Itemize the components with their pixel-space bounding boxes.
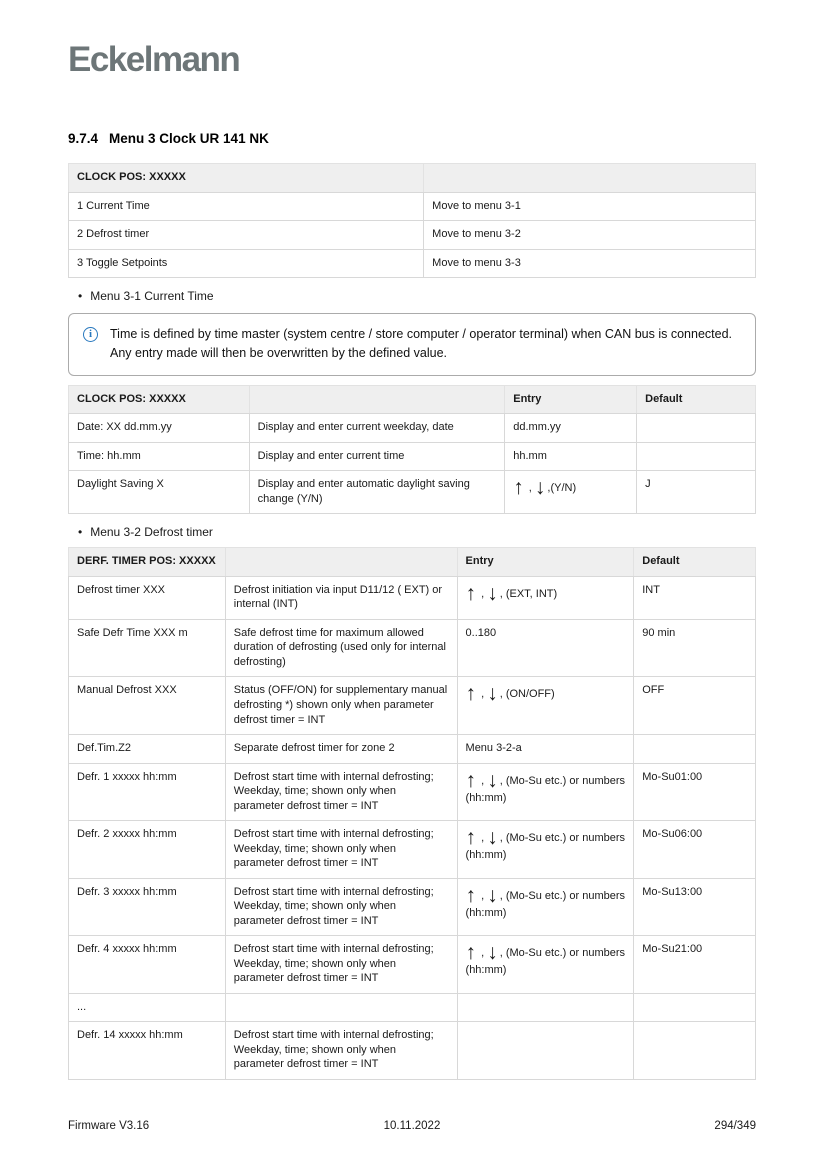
table-row [69,936,756,994]
down-arrow-icon: ↓ [487,826,500,850]
bullet-menu-3-1 [68,289,756,303]
section-title: Menu 3 Clock UR 141 NK [109,131,269,146]
table-cell [505,471,637,514]
table-cell: Move to menu 3-1 [424,192,756,221]
arrow-separator: , [478,889,488,902]
table-cell [457,1022,634,1080]
table-cell: 1 Current Time [69,192,424,221]
footer-date: 10.11.2022 [383,1120,441,1132]
bullet-icon: • [78,289,83,304]
table-row [69,471,756,514]
menu31-table [68,385,756,515]
table-cell: 3 Toggle Setpoints [69,249,424,278]
table-cell: Daylight Saving X [69,471,250,514]
down-arrow-icon: ↓ [487,768,500,792]
table-cell: Mo-Su06:00 [634,821,756,879]
table-cell: 0..180 [457,619,634,677]
table-cell: Defrost initiation via input D11/12 ( EXT) or internal (INT) [225,576,457,619]
arrow-separator: , [478,587,488,600]
arrow-separator: , [478,774,488,787]
column-header: CLOCK POS: XXXXX [69,164,424,193]
column-header: Default [634,548,756,577]
table-cell [457,821,634,879]
table-row [69,221,756,250]
table-cell: Safe Defr Time XXX m [69,619,226,677]
table-cell: 2 Defrost timer [69,221,424,250]
up-arrow-icon: ↑ [465,941,479,965]
up-arrow-icon: ↑ [513,476,526,500]
down-arrow-icon: ↓ [487,883,500,907]
table-cell: Defr. 14 xxxxx hh:mm [69,1022,226,1080]
entry-options-label: , (Mo-Su etc.) or numbers (hh:mm) [465,832,626,862]
eckelmann-logo: Eckelmann [68,40,240,79]
column-header: CLOCK POS: XXXXX [69,385,250,414]
table-cell [457,763,634,821]
page-footer [68,1120,756,1132]
table-cell: Date: XX dd.mm.yy [69,414,250,443]
bullet-menu-3-2 [68,525,756,539]
table-cell: Defr. 1 xxxxx hh:mm [69,763,226,821]
column-header [424,164,756,193]
table-cell: Display and enter automatic daylight saving change (Y/N) [249,471,505,514]
table-cell: Time: hh.mm [69,442,250,471]
table-cell [637,442,756,471]
table-row [69,878,756,936]
table-cell: Defrost timer XXX [69,576,226,619]
down-arrow-icon: ↓ [534,476,548,500]
table-cell: Move to menu 3-3 [424,249,756,278]
table-cell: Defrost start time with internal defrosting; Weekday, time; shown only when parameter defrost timer = INT [225,878,457,936]
table-row [69,619,756,677]
table-row [69,576,756,619]
table-cell: Mo-Su01:00 [634,763,756,821]
table-cell: Display and enter current time [249,442,505,471]
column-header [225,548,457,577]
table-cell: Menu 3-2-a [457,735,634,764]
table-cell: Defrost start time with internal defrosting; Weekday, time; shown only when parameter defrost timer = INT [225,1022,457,1080]
down-arrow-icon: ↓ [487,581,500,605]
info-text: Time is defined by time master (system centre / store computer / operator terminal) when CAN bus is connected. Any entry made will then be overwritten by the defined value. [110,327,733,361]
table-cell [457,878,634,936]
column-header: Entry [505,385,637,414]
table-row [69,993,756,1022]
table-cell: Defr. 2 xxxxx hh:mm [69,821,226,879]
entry-options-label: , (ON/OFF) [499,688,555,701]
table-cell: Mo-Su13:00 [634,878,756,936]
table-cell: Def.Tim.Z2 [69,735,226,764]
table-cell: Defrost start time with internal defrosting; Weekday, time; shown only when parameter defrost timer = INT [225,821,457,879]
down-arrow-icon: ↓ [487,941,500,965]
bullet-icon: • [78,525,83,540]
table-header-row [69,385,756,414]
menu3-table [68,163,756,278]
table-cell: hh.mm [505,442,637,471]
info-icon: i [83,327,98,342]
info-note [68,313,756,376]
table-cell: dd.mm.yy [505,414,637,443]
table-cell [634,1022,756,1080]
column-header: Entry [457,548,634,577]
table-cell: Display and enter current weekday, date [249,414,505,443]
entry-options-label: , (Mo-Su etc.) or numbers (hh:mm) [465,774,626,804]
arrow-separator: , [525,482,535,495]
table-cell [457,993,634,1022]
table-row [69,735,756,764]
menu32-table [68,547,756,1079]
table-row [69,821,756,879]
section-heading [68,131,756,146]
table-row [69,192,756,221]
table-cell: Move to menu 3-2 [424,221,756,250]
entry-options-label: , (EXT, INT) [499,587,558,600]
entry-options-label: ,(Y/N) [547,482,577,495]
table-cell: Defr. 4 xxxxx hh:mm [69,936,226,994]
table-cell [634,735,756,764]
table-cell [457,936,634,994]
table-row [69,414,756,443]
table-row [69,677,756,735]
column-header [249,385,505,414]
entry-options-label: , (Mo-Su etc.) or numbers (hh:mm) [465,947,626,977]
table-cell: Separate defrost timer for zone 2 [225,735,457,764]
bullet-label: Menu 3-1 Current Time [90,289,214,304]
bullet-label: Menu 3-2 Defrost timer [90,525,213,540]
table-row [69,763,756,821]
table-cell [225,993,457,1022]
table-cell [637,414,756,443]
arrow-separator: , [478,688,488,701]
table-cell: ... [69,993,226,1022]
table-cell: Status (OFF/ON) for supplementary manual defrosting *) shown only when parameter defrost timer = INT [225,677,457,735]
arrow-separator: , [478,947,488,960]
column-header: Default [637,385,756,414]
up-arrow-icon: ↑ [465,768,479,792]
table-cell: 90 min [634,619,756,677]
section-number: 9.7.4 [68,131,99,146]
up-arrow-icon: ↑ [465,581,479,605]
table-cell: Safe defrost time for maximum allowed duration of defrosting (used only for internal defrosting) [225,619,457,677]
table-cell: Defr. 3 xxxxx hh:mm [69,878,226,936]
document-page [68,0,756,1169]
down-arrow-icon: ↓ [487,682,500,706]
table-cell: Defrost start time with internal defrosting; Weekday, time; shown only when parameter defrost timer = INT [225,936,457,994]
table-cell: Defrost start time with internal defrosting; Weekday, time; shown only when parameter defrost timer = INT [225,763,457,821]
footer-page-number: 294/349 [714,1120,756,1132]
table-cell: J [637,471,756,514]
table-cell: Manual Defrost XXX [69,677,226,735]
table-cell: OFF [634,677,756,735]
table-cell [634,993,756,1022]
table-row [69,442,756,471]
table-cell: Mo-Su21:00 [634,936,756,994]
up-arrow-icon: ↑ [465,883,479,907]
up-arrow-icon: ↑ [465,682,479,706]
up-arrow-icon: ↑ [465,826,479,850]
table-row [69,249,756,278]
table-header-row [69,164,756,193]
arrow-separator: , [478,832,488,845]
table-row [69,1022,756,1080]
table-cell [457,576,634,619]
footer-firmware-version: Firmware V3.16 [68,1120,150,1132]
column-header: DERF. TIMER POS: XXXXX [69,548,226,577]
table-cell [457,677,634,735]
table-cell: INT [634,576,756,619]
entry-options-label: , (Mo-Su etc.) or numbers (hh:mm) [465,889,626,919]
table-header-row [69,548,756,577]
